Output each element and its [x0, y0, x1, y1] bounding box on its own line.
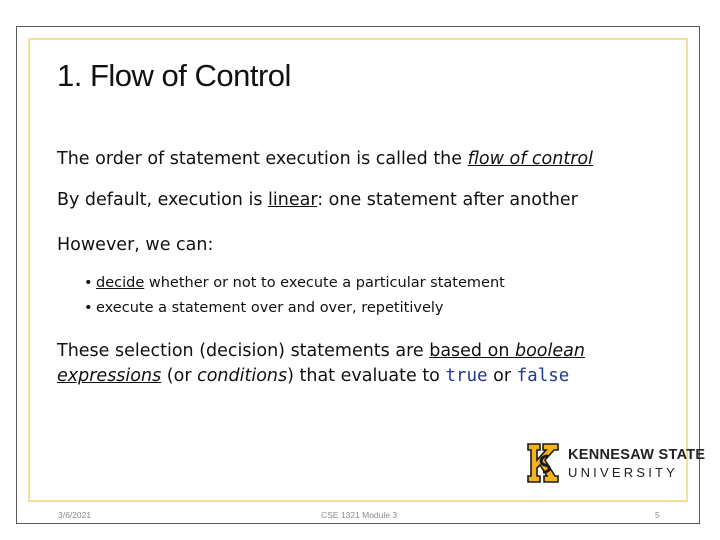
logo-text-university: UNIVERSITY [568, 465, 679, 480]
paragraph-however: However, we can: [57, 235, 214, 255]
paragraph-selection-statements [57, 339, 585, 389]
footer-date: 3/6/2021 [58, 510, 92, 520]
p2-text-a: By default, execution is [57, 190, 269, 210]
list-item [84, 271, 505, 296]
ksu-logo-icon [524, 438, 564, 488]
paragraph-linear-execution [57, 187, 578, 213]
p4-term-conditions: conditions [197, 366, 288, 386]
p2-text-c: : one statement after another [317, 190, 578, 210]
p2-term-linear: linear [268, 190, 318, 210]
p4-text: These selection (decision) statements are [57, 341, 430, 361]
bullet-dot-icon: • [84, 300, 93, 316]
footer-page-number: 5 [655, 510, 660, 520]
p4-line-2 [57, 364, 585, 389]
p1-text: The order of statement execution is called the [57, 149, 468, 169]
p4-line-1 [57, 339, 585, 364]
p4-text: (or [161, 366, 198, 386]
p1-term-flow-of-control: flow of control [467, 149, 593, 169]
p4-term-expressions: expressions [57, 366, 162, 386]
p4-text: ) that evaluate to [287, 366, 446, 386]
p4-term-boolean: boolean [514, 341, 585, 361]
p4-text: or [487, 366, 517, 386]
ksu-logo [524, 438, 706, 488]
p4-term-based-on: based on [429, 341, 515, 361]
bullet-dot-icon: • [84, 275, 93, 291]
footer-course: CSE 1321 Module 3 [321, 510, 398, 520]
bullet-text: execute a statement over and over, repetitively [96, 300, 444, 316]
slide-inner-border [28, 38, 688, 502]
logo-text-kennesaw-state: KENNESAW STATE [568, 447, 706, 463]
keyword-false: false [516, 366, 570, 386]
slide-title: 1. Flow of Control [57, 58, 291, 93]
paragraph-flow-of-control [57, 146, 593, 172]
bullet-list [84, 271, 505, 321]
list-item [84, 296, 505, 321]
keyword-true: true [445, 366, 488, 386]
bullet-term-decide: decide [96, 275, 145, 291]
bullet-text: whether or not to execute a particular statement [144, 275, 505, 291]
